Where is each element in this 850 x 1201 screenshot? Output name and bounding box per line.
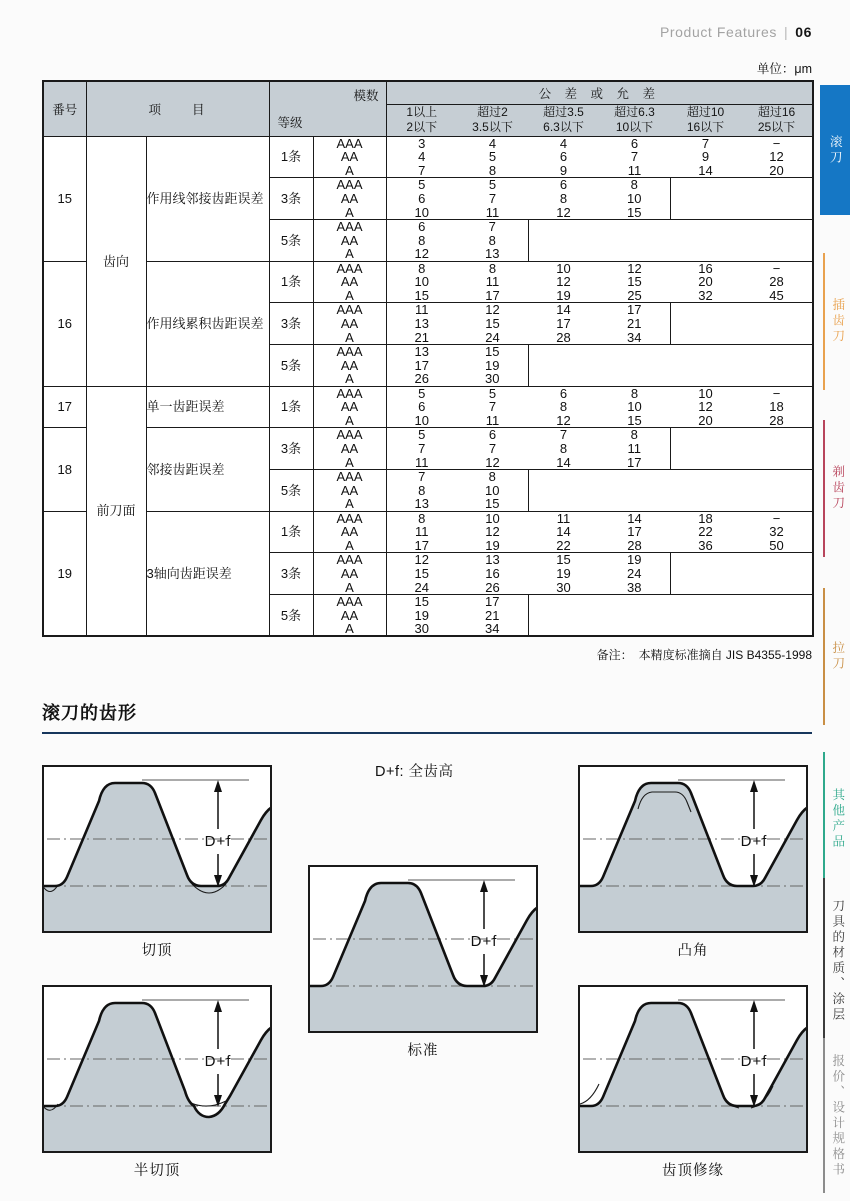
value-cell: 7 [528, 428, 599, 442]
threads-cell: 1条 [269, 511, 313, 553]
threads-cell: 3条 [269, 178, 313, 220]
table-row [43, 386, 813, 400]
grade-cell: AA [313, 525, 386, 539]
col-header-no: 番号 [43, 81, 86, 136]
threads-cell: 5条 [269, 219, 313, 261]
value-cell: − [741, 511, 813, 525]
value-cell: 14 [599, 511, 670, 525]
sidebar-tab-label: 插齿刀 [830, 298, 845, 345]
grade-cell: AAA [313, 178, 386, 192]
value-cell: 11 [386, 303, 457, 317]
grade-cell: AAA [313, 261, 386, 275]
value-cell: 6 [528, 386, 599, 400]
grade-cell: AA [313, 233, 386, 247]
value-cell: 10 [599, 192, 670, 206]
grade-cell: A [313, 497, 386, 511]
value-cell: 15 [599, 205, 670, 219]
value-cell: 6 [386, 400, 457, 414]
value-cell: 7 [457, 219, 528, 233]
value-cell: 19 [457, 539, 528, 553]
value-cell: 50 [741, 539, 813, 553]
grade-cell: AAA [313, 428, 386, 442]
value-cell: 18 [741, 400, 813, 414]
threads-cell: 1条 [269, 136, 313, 178]
tooth-profile-svg [578, 985, 808, 1153]
value-cell: 20 [741, 164, 813, 178]
table-row [43, 261, 813, 275]
value-cell: 13 [386, 497, 457, 511]
value-cell: 10 [386, 205, 457, 219]
grade-cell: AA [313, 567, 386, 581]
value-cell: 11 [386, 525, 457, 539]
page-number: 06 [795, 24, 812, 40]
value-cell: 8 [386, 511, 457, 525]
dimension-label: D+f [470, 933, 498, 950]
row-group: 前刀面 [86, 386, 146, 636]
threads-cell: 3条 [269, 428, 313, 470]
value-cell: 5 [386, 178, 457, 192]
row-number: 17 [43, 386, 86, 428]
row-item: 单一齿距误差 [146, 386, 269, 428]
value-cell: 20 [670, 275, 741, 289]
value-cell: 11 [599, 164, 670, 178]
value-cell: 7 [457, 400, 528, 414]
value-cell: 28 [741, 275, 813, 289]
sidebar-tab-5[interactable] [823, 752, 850, 885]
value-cell: 12 [386, 247, 457, 261]
sidebar-tab-label: 其他产品 [830, 787, 845, 850]
grade-cell: A [313, 414, 386, 428]
value-cell: 19 [528, 567, 599, 581]
value-cell: 30 [386, 622, 457, 636]
value-cell: 11 [386, 455, 457, 469]
diagram-label: 凸角 [677, 943, 709, 959]
module-range-header: 超过6.3 10以下 [599, 104, 670, 136]
grade-cell: A [313, 289, 386, 303]
grade-label: 等级 [277, 115, 303, 130]
value-cell: 3 [386, 136, 457, 150]
formula-label: D+f: 全齿高 [375, 764, 454, 780]
value-cell: 12 [457, 455, 528, 469]
value-cell: 5 [457, 178, 528, 192]
value-cell: 15 [386, 567, 457, 581]
value-cell: 17 [457, 289, 528, 303]
value-cell: 20 [670, 414, 741, 428]
page-header [42, 24, 812, 40]
value-cell: 8 [599, 386, 670, 400]
col-header-item: 项 目 [86, 81, 269, 136]
value-cell: 38 [599, 581, 670, 595]
module-label: 模数 [353, 89, 379, 103]
empty-cell [528, 469, 813, 511]
sidebar-tab-label: 滚刀 [828, 134, 843, 166]
empty-cell [670, 428, 813, 470]
value-cell: 13 [386, 317, 457, 331]
sidebar-tab-1[interactable] [820, 85, 850, 215]
grade-cell: AA [313, 317, 386, 331]
value-cell: 12 [670, 400, 741, 414]
value-cell: 7 [386, 164, 457, 178]
tolerance-table [42, 80, 814, 637]
row-number: 19 [43, 511, 86, 636]
value-cell: 24 [457, 330, 528, 344]
grade-cell: A [313, 581, 386, 595]
grade-cell: AAA [313, 594, 386, 608]
value-cell: 7 [599, 150, 670, 164]
grade-cell: AAA [313, 219, 386, 233]
table-row [43, 136, 813, 150]
sidebar-tab-label: 刀具的材质、涂层 [830, 899, 845, 1023]
threads-cell: 3条 [269, 303, 313, 345]
row-item: 作用线邻接齿距误差 [146, 136, 269, 261]
grade-cell: AA [313, 150, 386, 164]
empty-cell [528, 594, 813, 636]
grade-cell: AAA [313, 386, 386, 400]
grade-cell: AAA [313, 136, 386, 150]
value-cell: 9 [670, 150, 741, 164]
value-cell: 7 [386, 469, 457, 483]
value-cell: 13 [386, 344, 457, 358]
value-cell: 17 [386, 358, 457, 372]
value-cell: 15 [599, 275, 670, 289]
threads-cell: 3条 [269, 553, 313, 595]
value-cell: 12 [386, 553, 457, 567]
value-cell: 28 [599, 539, 670, 553]
grade-cell: AAA [313, 303, 386, 317]
value-cell: 6 [386, 192, 457, 206]
value-cell: 5 [457, 386, 528, 400]
tooth-profile-svg [308, 865, 538, 1033]
value-cell: 10 [528, 261, 599, 275]
value-cell: 10 [386, 414, 457, 428]
value-cell: 14 [528, 303, 599, 317]
sidebar-tab-label: 报价、设计规格书 [830, 1053, 845, 1178]
value-cell: 15 [599, 414, 670, 428]
value-cell: 19 [599, 553, 670, 567]
sidebar-tab-label: 拉刀 [830, 641, 845, 672]
value-cell: 6 [528, 178, 599, 192]
unit-label: 单位：μm [756, 62, 812, 76]
module-range-header: 1以上 2以下 [386, 104, 457, 136]
grade-cell: A [313, 372, 386, 386]
sidebar-tab-label: 剃齿刀 [830, 465, 845, 512]
diagram-label: 齿顶修缘 [662, 1163, 724, 1179]
grade-cell: AAA [313, 511, 386, 525]
row-group: 齿向 [86, 136, 146, 386]
value-cell: 11 [599, 442, 670, 456]
row-number: 15 [43, 136, 86, 261]
value-cell: 36 [670, 539, 741, 553]
tooth-profile-svg [42, 985, 272, 1153]
value-cell: 24 [386, 581, 457, 595]
value-cell: 17 [528, 317, 599, 331]
threads-cell: 5条 [269, 594, 313, 636]
value-cell: 34 [599, 330, 670, 344]
value-cell: 15 [457, 317, 528, 331]
section-title: 滚刀的齿形 [42, 699, 812, 734]
row-item: 邻接齿距误差 [146, 428, 269, 511]
value-cell: 17 [457, 594, 528, 608]
value-cell: 14 [670, 164, 741, 178]
value-cell: 18 [670, 511, 741, 525]
value-cell: 16 [670, 261, 741, 275]
value-cell: 45 [741, 289, 813, 303]
row-item: 3轴向齿距误差 [146, 511, 269, 636]
threads-cell: 1条 [269, 386, 313, 428]
value-cell: − [741, 136, 813, 150]
dimension-label: D+f [740, 1053, 768, 1070]
module-range-header: 超过16 25以下 [741, 104, 813, 136]
col-header-tolerance: 公 差 或 允 差 [386, 81, 813, 104]
grade-cell: A [313, 164, 386, 178]
value-cell: 4 [528, 136, 599, 150]
value-cell: 14 [528, 525, 599, 539]
sidebar-tab-3[interactable] [823, 420, 850, 557]
diagram-standard [308, 865, 538, 1060]
table-note: 备注： 本精度标准摘自 JIS B4355-1998 [596, 648, 812, 662]
value-cell: 21 [386, 330, 457, 344]
value-cell: 11 [457, 205, 528, 219]
value-cell: 8 [528, 400, 599, 414]
value-cell: 19 [457, 358, 528, 372]
empty-cell [670, 303, 813, 345]
value-cell: 4 [386, 150, 457, 164]
sidebar-tab-2[interactable] [823, 253, 850, 390]
dimension-label: D+f [740, 833, 768, 850]
value-cell: 17 [599, 303, 670, 317]
grade-cell: AA [313, 608, 386, 622]
value-cell: 5 [386, 428, 457, 442]
value-cell: 5 [457, 150, 528, 164]
breadcrumb: Product Features [659, 24, 777, 40]
value-cell: 6 [528, 150, 599, 164]
value-cell: 10 [386, 275, 457, 289]
diagram-label: 切顶 [141, 943, 173, 959]
row-number: 18 [43, 428, 86, 511]
value-cell: 5 [386, 386, 457, 400]
grade-cell: AAA [313, 553, 386, 567]
grade-cell: A [313, 330, 386, 344]
diagram-protuberance [578, 765, 808, 960]
value-cell: 13 [457, 247, 528, 261]
table-header [43, 81, 813, 136]
dimension-label: D+f [204, 1053, 232, 1070]
value-cell: 15 [457, 344, 528, 358]
value-cell: 30 [457, 372, 528, 386]
empty-cell [670, 553, 813, 595]
value-cell: 8 [386, 261, 457, 275]
grade-cell: A [313, 205, 386, 219]
diagram-semi_topping [42, 985, 272, 1180]
sidebar-tab-7[interactable] [823, 1038, 850, 1193]
value-cell: 26 [386, 372, 457, 386]
value-cell: 17 [599, 525, 670, 539]
value-cell: 15 [457, 497, 528, 511]
value-cell: 7 [670, 136, 741, 150]
spec-table-body [43, 136, 813, 636]
value-cell: 8 [457, 469, 528, 483]
diagram-label: 半切顶 [133, 1163, 181, 1179]
diagram-topping [42, 765, 272, 960]
value-cell: 21 [599, 317, 670, 331]
grade-cell: AA [313, 358, 386, 372]
grade-cell: A [313, 247, 386, 261]
sidebar-tab-4[interactable] [823, 588, 850, 725]
value-cell: 7 [386, 442, 457, 456]
table-row [43, 428, 813, 442]
value-cell: 8 [528, 192, 599, 206]
threads-cell: 1条 [269, 261, 313, 303]
value-cell: 11 [528, 511, 599, 525]
value-cell: 8 [386, 233, 457, 247]
value-cell: 6 [386, 219, 457, 233]
row-number: 16 [43, 261, 86, 386]
value-cell: 8 [599, 428, 670, 442]
value-cell: 12 [457, 525, 528, 539]
value-cell: 8 [457, 261, 528, 275]
grade-cell: AA [313, 275, 386, 289]
value-cell: 30 [528, 581, 599, 595]
value-cell: 28 [528, 330, 599, 344]
grade-cell: AAA [313, 469, 386, 483]
col-header-grade-module [269, 81, 386, 136]
value-cell: 26 [457, 581, 528, 595]
value-cell: 24 [599, 567, 670, 581]
value-cell: 22 [670, 525, 741, 539]
grade-cell: AA [313, 192, 386, 206]
empty-cell [670, 178, 813, 220]
value-cell: 16 [457, 567, 528, 581]
value-cell: 11 [457, 275, 528, 289]
value-cell: 12 [741, 150, 813, 164]
row-item: 作用线累积齿距误差 [146, 261, 269, 386]
value-cell: 19 [386, 608, 457, 622]
value-cell: 22 [528, 539, 599, 553]
empty-cell [528, 344, 813, 386]
module-range-header: 超过2 3.5以下 [457, 104, 528, 136]
value-cell: 17 [599, 455, 670, 469]
value-cell: 12 [528, 205, 599, 219]
value-cell: 12 [528, 275, 599, 289]
grade-cell: AA [313, 483, 386, 497]
module-range-header: 超过10 16以下 [670, 104, 741, 136]
value-cell: 17 [386, 539, 457, 553]
grade-cell: AA [313, 400, 386, 414]
grade-cell: AA [313, 442, 386, 456]
value-cell: 13 [457, 553, 528, 567]
grade-cell: A [313, 622, 386, 636]
value-cell: 8 [599, 178, 670, 192]
value-cell: 11 [457, 414, 528, 428]
sidebar-tab-6[interactable] [823, 878, 850, 1044]
value-cell: 8 [457, 164, 528, 178]
tooth-profile-svg [578, 765, 808, 933]
table-row [43, 511, 813, 525]
value-cell: 12 [457, 303, 528, 317]
threads-cell: 5条 [269, 469, 313, 511]
value-cell: 14 [528, 455, 599, 469]
grade-cell: A [313, 539, 386, 553]
value-cell: 28 [741, 414, 813, 428]
value-cell: 8 [386, 483, 457, 497]
value-cell: 10 [457, 511, 528, 525]
value-cell: 25 [599, 289, 670, 303]
value-cell: 7 [457, 442, 528, 456]
grade-cell: AAA [313, 344, 386, 358]
value-cell: 21 [457, 608, 528, 622]
empty-cell [528, 219, 813, 261]
value-cell: 15 [386, 594, 457, 608]
value-cell: 19 [528, 289, 599, 303]
value-cell: 15 [386, 289, 457, 303]
dimension-label: D+f [204, 833, 232, 850]
module-range-header: 超过3.5 6.3以下 [528, 104, 599, 136]
value-cell: 8 [528, 442, 599, 456]
value-cell: 8 [457, 233, 528, 247]
value-cell: 34 [457, 622, 528, 636]
value-cell: 4 [457, 136, 528, 150]
diagram-label: 标准 [407, 1043, 439, 1059]
threads-cell: 5条 [269, 344, 313, 386]
value-cell: 10 [599, 400, 670, 414]
value-cell: 32 [741, 525, 813, 539]
value-cell: 6 [457, 428, 528, 442]
value-cell: 9 [528, 164, 599, 178]
value-cell: 15 [528, 553, 599, 567]
value-cell: 6 [599, 136, 670, 150]
value-cell: − [741, 386, 813, 400]
diagram-tip_relief [578, 985, 808, 1180]
value-cell: 10 [670, 386, 741, 400]
value-cell: 12 [528, 414, 599, 428]
value-cell: 12 [599, 261, 670, 275]
value-cell: − [741, 261, 813, 275]
grade-cell: A [313, 455, 386, 469]
value-cell: 32 [670, 289, 741, 303]
breadcrumb-separator: | [783, 24, 789, 40]
value-cell: 10 [457, 483, 528, 497]
tooth-profile-svg [42, 765, 272, 933]
value-cell: 7 [457, 192, 528, 206]
